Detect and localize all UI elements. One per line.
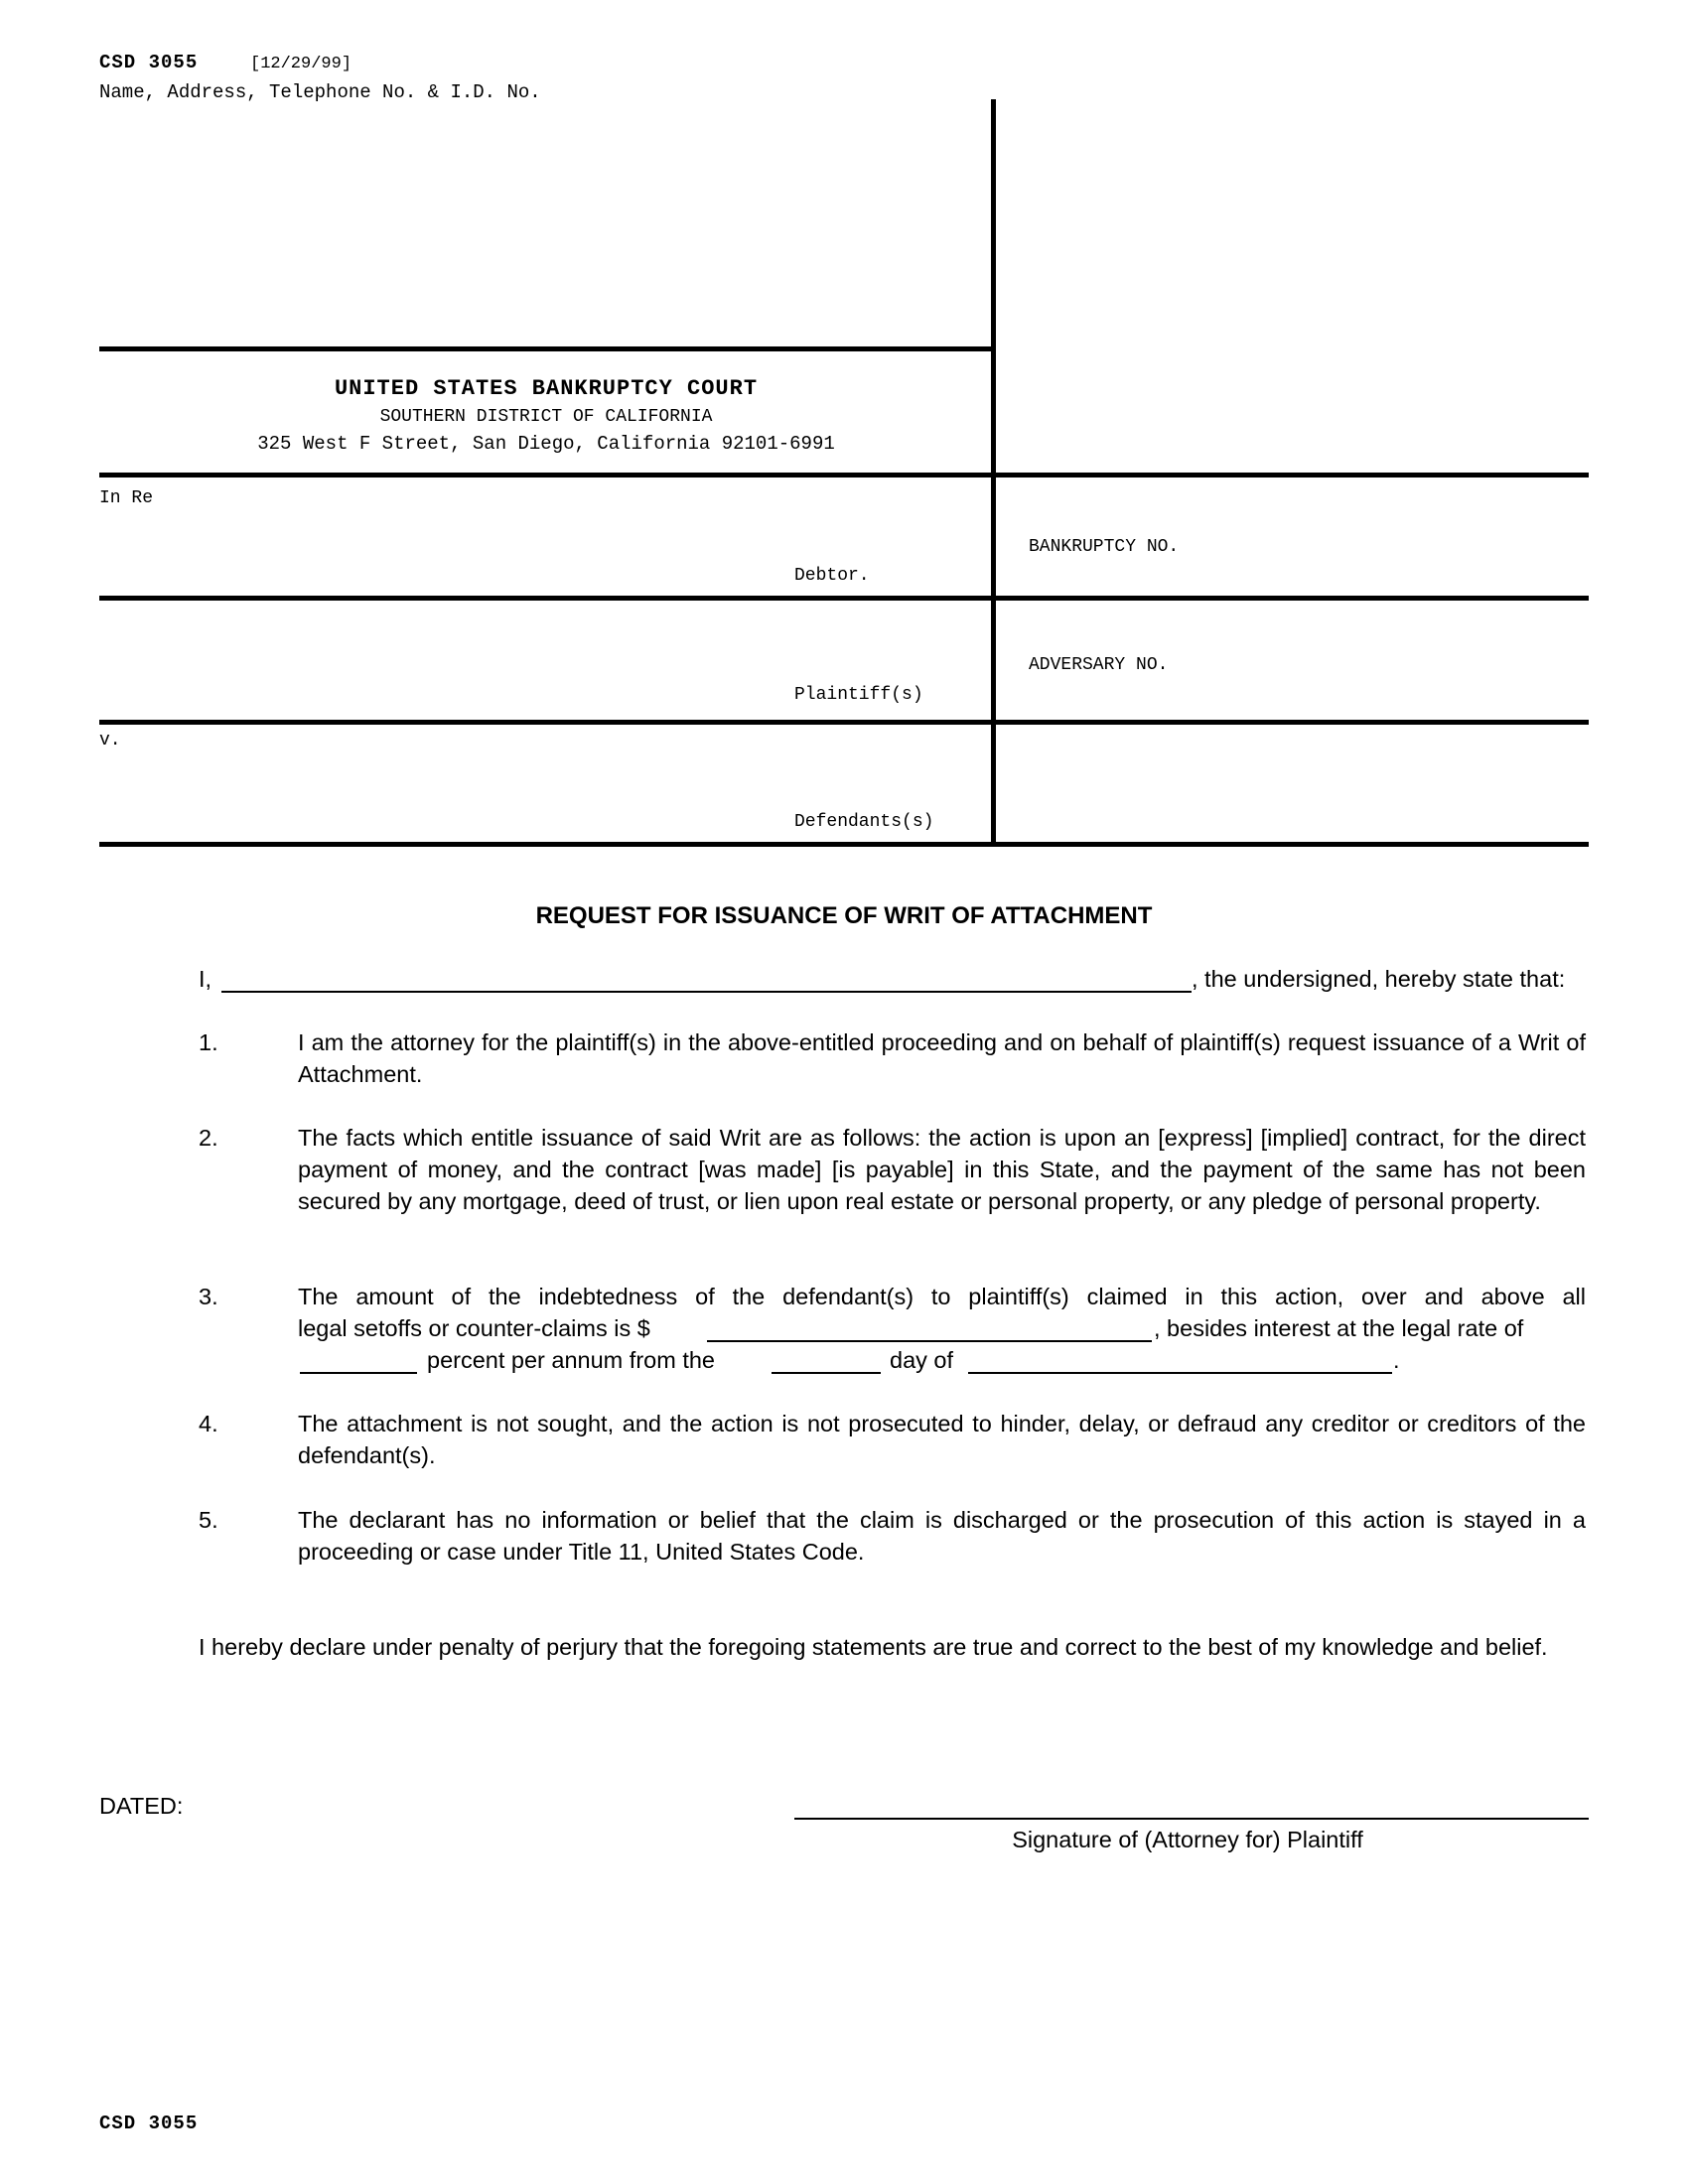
footer-form-id: CSD 3055 xyxy=(99,2113,199,2134)
defendants-label: Defendants(s) xyxy=(794,812,934,832)
paragraph-text: The declarant has no information or belief that the claim is discharged or the prosecution of this action is stayed in a proceeding or case under Title 11, United States Code. xyxy=(298,1507,1586,1565)
paragraph-number: 4. xyxy=(199,1411,218,1436)
form-id-text: CSD 3055 xyxy=(99,52,199,73)
intro-prefix: I, xyxy=(199,966,212,992)
in-re-label: In Re xyxy=(99,488,154,508)
paragraph-3-line-1: The amount of the indebtedness of the defendant(s) to plaintiff(s) claimed in this action, over and above all xyxy=(298,1284,1586,1309)
paragraph-3-line-2-prefix: legal setoffs or counter-claims is $ xyxy=(298,1315,650,1341)
declaration-text: I hereby declare under penalty of perjury that the foregoing statements are true and correct to the best of my knowledge and belief. xyxy=(199,1634,1548,1660)
form-revision-date: [12/29/99] xyxy=(250,55,352,73)
paragraph-number: 5. xyxy=(199,1507,218,1533)
paragraph-3-line-3-part-2: day of xyxy=(890,1347,954,1373)
form-id xyxy=(99,52,198,73)
court-district: SOUTHERN DISTRICT OF CALIFORNIA xyxy=(379,407,713,427)
caption-line-defendant xyxy=(99,842,1589,847)
document-title: REQUEST FOR ISSUANCE OF WRIT OF ATTACHMENT xyxy=(535,902,1153,929)
paragraph-text: I am the attorney for the plaintiff(s) in the above-entitled proceeding and on behalf of plaintiff(s) request issuance of a Writ of Attachment. xyxy=(298,1029,1586,1087)
undersigned-name-blank[interactable] xyxy=(221,991,1192,993)
plaintiff-label: Plaintiff(s) xyxy=(794,685,923,705)
caption-line-plaintiff xyxy=(99,720,1589,725)
adversary-no-label: ADVERSARY NO. xyxy=(1029,655,1169,675)
indebtedness-amount-blank[interactable] xyxy=(707,1340,1152,1342)
debtor-label: Debtor. xyxy=(794,566,870,586)
intro-suffix: , the undersigned, hereby state that: xyxy=(1192,966,1566,992)
paragraph-3-line-3-part-1: percent per annum from the xyxy=(427,1347,715,1373)
paragraph-number: 2. xyxy=(199,1125,218,1151)
interest-rate-blank[interactable] xyxy=(300,1372,417,1374)
paragraph-3-line-2-suffix: , besides interest at the legal rate of xyxy=(1154,1315,1524,1341)
paragraph-3-line-3-end: . xyxy=(1393,1347,1400,1373)
bankruptcy-no-label: BANKRUPTCY NO. xyxy=(1029,537,1180,557)
court-address: 325 West F Street, San Diego, California 92101-6991 xyxy=(257,433,835,455)
versus-label: v. xyxy=(99,731,121,751)
paragraph-text: The attachment is not sought, and the action is not prosecuted to hinder, delay, or defraud any creditor or creditors of the defendant(s). xyxy=(298,1411,1586,1468)
caption-line-debtor xyxy=(99,596,1589,601)
interest-start-day-blank[interactable] xyxy=(772,1372,881,1374)
paragraph-text: The facts which entitle issuance of said Writ are as follows: the action is upon an [express] [implied] contract, for the direct payment of money, and the contract [was made] [is payable] in this State, and the payment of the same has not been secured by any mortgage, deed of trust, or lien upon real estate or personal property, or any pledge of personal property. xyxy=(298,1125,1586,1214)
paragraph-number: 3. xyxy=(199,1284,218,1309)
signature-label: Signature of (Attorney for) Plaintiff xyxy=(1012,1827,1363,1852)
name-address-label: Name, Address, Telephone No. & I.D. No. xyxy=(99,81,541,103)
court-title: UNITED STATES BANKRUPTCY COURT xyxy=(334,376,759,401)
caption-line-court-top xyxy=(99,346,996,351)
paragraph-number: 1. xyxy=(199,1029,218,1055)
dated-label: DATED: xyxy=(99,1793,184,1819)
interest-start-month-blank[interactable] xyxy=(968,1372,1392,1374)
signature-line[interactable] xyxy=(794,1818,1589,1820)
caption-line-court-bottom xyxy=(99,473,1589,478)
